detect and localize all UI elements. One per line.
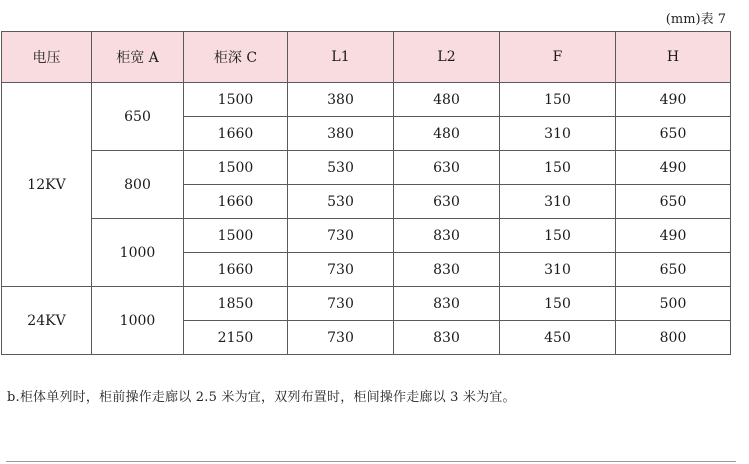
l1-cell: 730 <box>288 321 394 355</box>
l2-cell: 630 <box>394 185 500 219</box>
l1-cell: 730 <box>288 287 394 321</box>
l1-cell: 730 <box>288 219 394 253</box>
f-cell: 150 <box>500 83 616 117</box>
h-cell: 490 <box>616 83 731 117</box>
depth-cell: 1500 <box>184 219 288 253</box>
header-l2: L2 <box>394 32 500 83</box>
table-body <box>2 83 731 355</box>
width-cell: 650 <box>92 83 184 151</box>
h-cell: 650 <box>616 253 731 287</box>
depth-cell: 1660 <box>184 253 288 287</box>
l2-cell: 480 <box>394 83 500 117</box>
voltage-cell: 12KV <box>2 83 92 287</box>
h-cell: 490 <box>616 219 731 253</box>
header-voltage: 电压 <box>2 32 92 83</box>
f-cell: 310 <box>500 185 616 219</box>
l2-cell: 830 <box>394 219 500 253</box>
header-h: H <box>616 32 731 83</box>
depth-cell: 1850 <box>184 287 288 321</box>
h-cell: 650 <box>616 117 731 151</box>
l1-cell: 380 <box>288 83 394 117</box>
header-l1: L1 <box>288 32 394 83</box>
footnote: b.柜体单列时，柜前操作走廊以 2.5 米为宜，双列布置时，柜间操作走廊以 3 米为宜。 <box>7 390 516 405</box>
l2-cell: 830 <box>394 287 500 321</box>
bottom-divider <box>6 461 736 462</box>
f-cell: 310 <box>500 117 616 151</box>
f-cell: 150 <box>500 151 616 185</box>
f-cell: 310 <box>500 253 616 287</box>
width-cell: 800 <box>92 151 184 219</box>
l2-cell: 480 <box>394 117 500 151</box>
f-cell: 150 <box>500 219 616 253</box>
header-cabinet-width: 柜宽 A <box>92 32 184 83</box>
dimension-table <box>1 31 731 355</box>
h-cell: 650 <box>616 185 731 219</box>
width-cell: 1000 <box>92 287 184 355</box>
f-cell: 150 <box>500 287 616 321</box>
voltage-cell: 24KV <box>2 287 92 355</box>
width-cell: 1000 <box>92 219 184 287</box>
depth-cell: 1660 <box>184 117 288 151</box>
l1-cell: 380 <box>288 117 394 151</box>
depth-cell: 1660 <box>184 185 288 219</box>
table-row <box>2 83 731 117</box>
header-f: F <box>500 32 616 83</box>
table-row <box>2 219 731 253</box>
l2-cell: 630 <box>394 151 500 185</box>
table-row <box>2 151 731 185</box>
h-cell: 800 <box>616 321 731 355</box>
l1-cell: 530 <box>288 185 394 219</box>
depth-cell: 1500 <box>184 83 288 117</box>
l1-cell: 730 <box>288 253 394 287</box>
f-cell: 450 <box>500 321 616 355</box>
depth-cell: 1500 <box>184 151 288 185</box>
header-row <box>2 32 731 83</box>
depth-cell: 2150 <box>184 321 288 355</box>
l1-cell: 530 <box>288 151 394 185</box>
header-cabinet-depth: 柜深 C <box>184 32 288 83</box>
h-cell: 500 <box>616 287 731 321</box>
table-caption: (mm)表 7 <box>665 12 726 27</box>
table-row <box>2 287 731 321</box>
l2-cell: 830 <box>394 253 500 287</box>
l2-cell: 830 <box>394 321 500 355</box>
h-cell: 490 <box>616 151 731 185</box>
